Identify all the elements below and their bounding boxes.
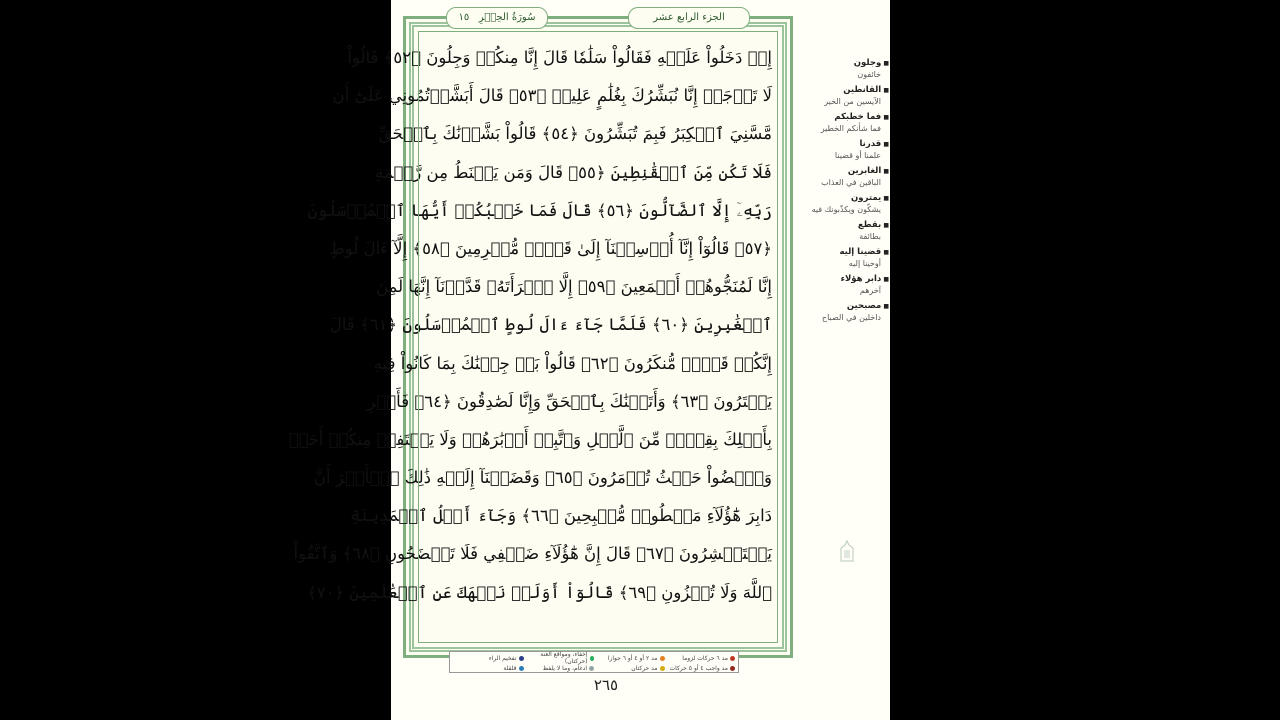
- glossary-word: ■ دابر هؤلاء: [803, 274, 889, 285]
- surah-name-header: [446, 7, 548, 29]
- legend-item: مد ٢ أو ٤ أو ٦ جوازا: [594, 653, 665, 663]
- color-dot-icon: [730, 656, 735, 661]
- legend-item: قلقلة: [453, 663, 524, 673]
- glossary-entry: [803, 301, 889, 324]
- legend-item: تفخيم الراء: [453, 653, 524, 663]
- glossary-word: ■ قدرنا: [803, 139, 889, 150]
- color-dot-icon: [589, 666, 594, 671]
- glossary-entry: [803, 193, 889, 216]
- mushaf-page: [288, 0, 890, 720]
- ayah-line: ٱلۡغَٰبِرِينَ ﴿٦٠﴾ فَلَمَّا جَآءَ ءَالَ لُوطٍ ٱلۡمُرۡسَلُونَ ﴿٦١﴾ قَالَ: [329, 315, 772, 335]
- glossary-entry: [803, 274, 889, 297]
- glossary-entry: [803, 112, 889, 135]
- color-dot-icon: [590, 656, 594, 661]
- glossary-word: ■ يمترون: [803, 193, 889, 204]
- glossary-entry: [803, 85, 889, 108]
- glossary-definition: بطائفة: [859, 232, 881, 241]
- header-number: ١٥: [458, 12, 470, 23]
- glossary-entry: [803, 139, 889, 162]
- color-dot-icon: [660, 666, 665, 671]
- legend-item: إخفاء، ومواقع الغنة (حركتان): [524, 653, 595, 663]
- glossary-definition: الباقين في العذاب: [821, 178, 881, 187]
- glossary-definition: آخرهم: [859, 286, 881, 295]
- glossary-entry: [803, 220, 889, 243]
- tajweed-legend: [449, 651, 739, 673]
- glossary-entry: [803, 58, 889, 81]
- color-dot-icon: [519, 666, 524, 671]
- color-dot-icon: [519, 656, 524, 661]
- color-dot-icon: [730, 666, 735, 671]
- glossary-definition: خائفون: [857, 70, 881, 79]
- glossary-margin: [803, 58, 889, 328]
- mihrab-ornament-icon: [840, 540, 854, 562]
- page-number: ٢٦٥: [593, 676, 619, 694]
- legend-item: مد واجب ٤ أو ٥ حركات: [665, 663, 736, 673]
- legend-item: مد ٦ حركات لزوما: [665, 653, 736, 663]
- ayah-line: يَسۡتَبۡشِرُونَ ﴿٦٧﴾ قَالَ إِنَّ هَٰٓؤُلَآءِ ضَيۡفِي فَلَا تَفۡضَحُونِ ﴿٦٨﴾ وَٱتَّقُواْ: [293, 544, 772, 564]
- glossary-word: ■ الغابرين: [803, 166, 889, 177]
- glossary-entry: [803, 247, 889, 270]
- page-frame: [288, 12, 793, 658]
- legend-item: مد حركتان: [594, 663, 665, 673]
- glossary-definition: فما شأنكم الخطير: [820, 124, 881, 133]
- glossary-definition: يشكّون ويكذّبونك فيه: [811, 205, 881, 214]
- glossary-definition: الآيسين من الخير: [824, 97, 881, 106]
- surah-name: سُورَةُ الحِجۡرِ: [478, 12, 536, 23]
- glossary-word: ■ قضينا إليه: [803, 247, 889, 258]
- ayah-line: مَّسَّنِيَ ٱلۡكِبَرُ فَبِمَ تُبَشِّرُونَ ﴿٥٤﴾ قَالُواْ بَشَّرۡنَٰكَ بِٱلۡحَقِّ: [378, 124, 772, 144]
- glossary-word: ■ وجلون: [803, 58, 889, 69]
- glossary-word: ■ فما خطبكم: [803, 112, 889, 123]
- glossary-definition: علمنا أو قضينا: [834, 151, 881, 160]
- glossary-word: ■ القانطين: [803, 85, 889, 96]
- glossary-word: ■ بقطع: [803, 220, 889, 231]
- ayah-line: لَا تَوۡجَلۡ إِنَّا نُبَشِّرُكَ بِغُلَٰمٍ عَلِيمٖ ﴿٥٣﴾ قَالَ أَبَشَّرۡتُمُونِي عَلَىٰٓ أَن: [332, 86, 772, 106]
- ayah-line: وَٱمۡضُواْ حَيۡثُ تُؤۡمَرُونَ ﴿٦٥﴾ وَقَضَيۡنَآ إِلَيۡهِ ذَٰلِكَ ٱلۡأَمۡرَ أَنَّ: [313, 468, 772, 488]
- ayah-line: دَابِرَ هَٰٓؤُلَآءِ مَقۡطُوعٞ مُّصۡبِحِينَ ﴿٦٦﴾ وَجَآءَ أَهۡلُ ٱلۡمَدِينَةِ: [350, 506, 772, 526]
- ayah-line: إِنَّا لَمُنَجُّوهُمۡ أَجۡمَعِينَ ﴿٥٩﴾ إِلَّا ٱمۡرَأَتَهُۥ قَدَّرۡنَآ إِنَّهَا لَمِنَ: [376, 277, 772, 297]
- glossary-word: ■ مصبحين: [803, 301, 889, 312]
- color-dot-icon: [660, 656, 665, 661]
- ayah-line: إِنَّكُمۡ قَوۡمٞ مُّنكَرُونَ ﴿٦٢﴾ قَالُواْ بَلۡ جِئۡنَٰكَ بِمَا كَانُواْ فِيهِ: [373, 353, 772, 373]
- legend-item: ادغام، وما لا يلفظ: [524, 663, 595, 673]
- ayah-line: ﴿٥٧﴾ قَالُوٓاْ إِنَّآ أُرۡسِلۡنَآ إِلَىٰ قَوۡمٖ مُّجۡرِمِينَ ﴿٥٨﴾ إِلَّآ ءَالَ لُوطٍ: [329, 238, 772, 258]
- ayah-line: يَمۡتَرُونَ ﴿٦٣﴾ وَأَتَيۡنَٰكَ بِٱلۡحَقِّ وَإِنَّا لَصَٰدِقُونَ ﴿٦٤﴾ فَأَسۡرِ: [367, 391, 772, 411]
- glossary-definition: أوحينا إليه: [848, 259, 881, 268]
- juz-header: الجزء الرابع عشر: [628, 7, 750, 29]
- glossary-definition: داخلين في الصباح: [821, 313, 881, 322]
- ayah-line: رَبِّهِۦٓ إِلَّا ٱلضَّآلُّونَ ﴿٥٦﴾ قَالَ فَمَا خَطۡبُكُمۡ أَيُّهَا ٱلۡمُرۡسَلُونَ: [307, 200, 772, 220]
- ayah-line: بِأَهۡلِكَ بِقِطۡعٖ مِّنَ ٱلَّيۡلِ وَٱتَّبِعۡ أَدۡبَٰرَهُمۡ وَلَا يَلۡتَفِتۡ مِنكُمۡ أَحَدٞ: [288, 429, 772, 449]
- ayah-line: ٱللَّهَ وَلَا تُخۡزُونِ ﴿٦٩﴾ قَالُوٓاْ أَوَلَمۡ نَنۡهَكَ عَنِ ٱلۡعَٰلَمِينَ ﴿٧٠﴾: [307, 582, 772, 602]
- glossary-entry: [803, 166, 889, 189]
- ayah-line: إِذۡ دَخَلُواْ عَلَيۡهِ فَقَالُواْ سَلَٰمٗا قَالَ إِنَّا مِنكُمۡ وَجِلُونَ ﴿٥٢﴾ قَالُواْ: [347, 48, 772, 67]
- ayah-line: فَلَا تَكُن مِّنَ ٱلۡقَٰنِطِينَ ﴿٥٥﴾ قَالَ وَمَن يَقۡنَطُ مِن رَّحۡمَةِ: [375, 162, 772, 182]
- ayah-text-block: [288, 39, 772, 612]
